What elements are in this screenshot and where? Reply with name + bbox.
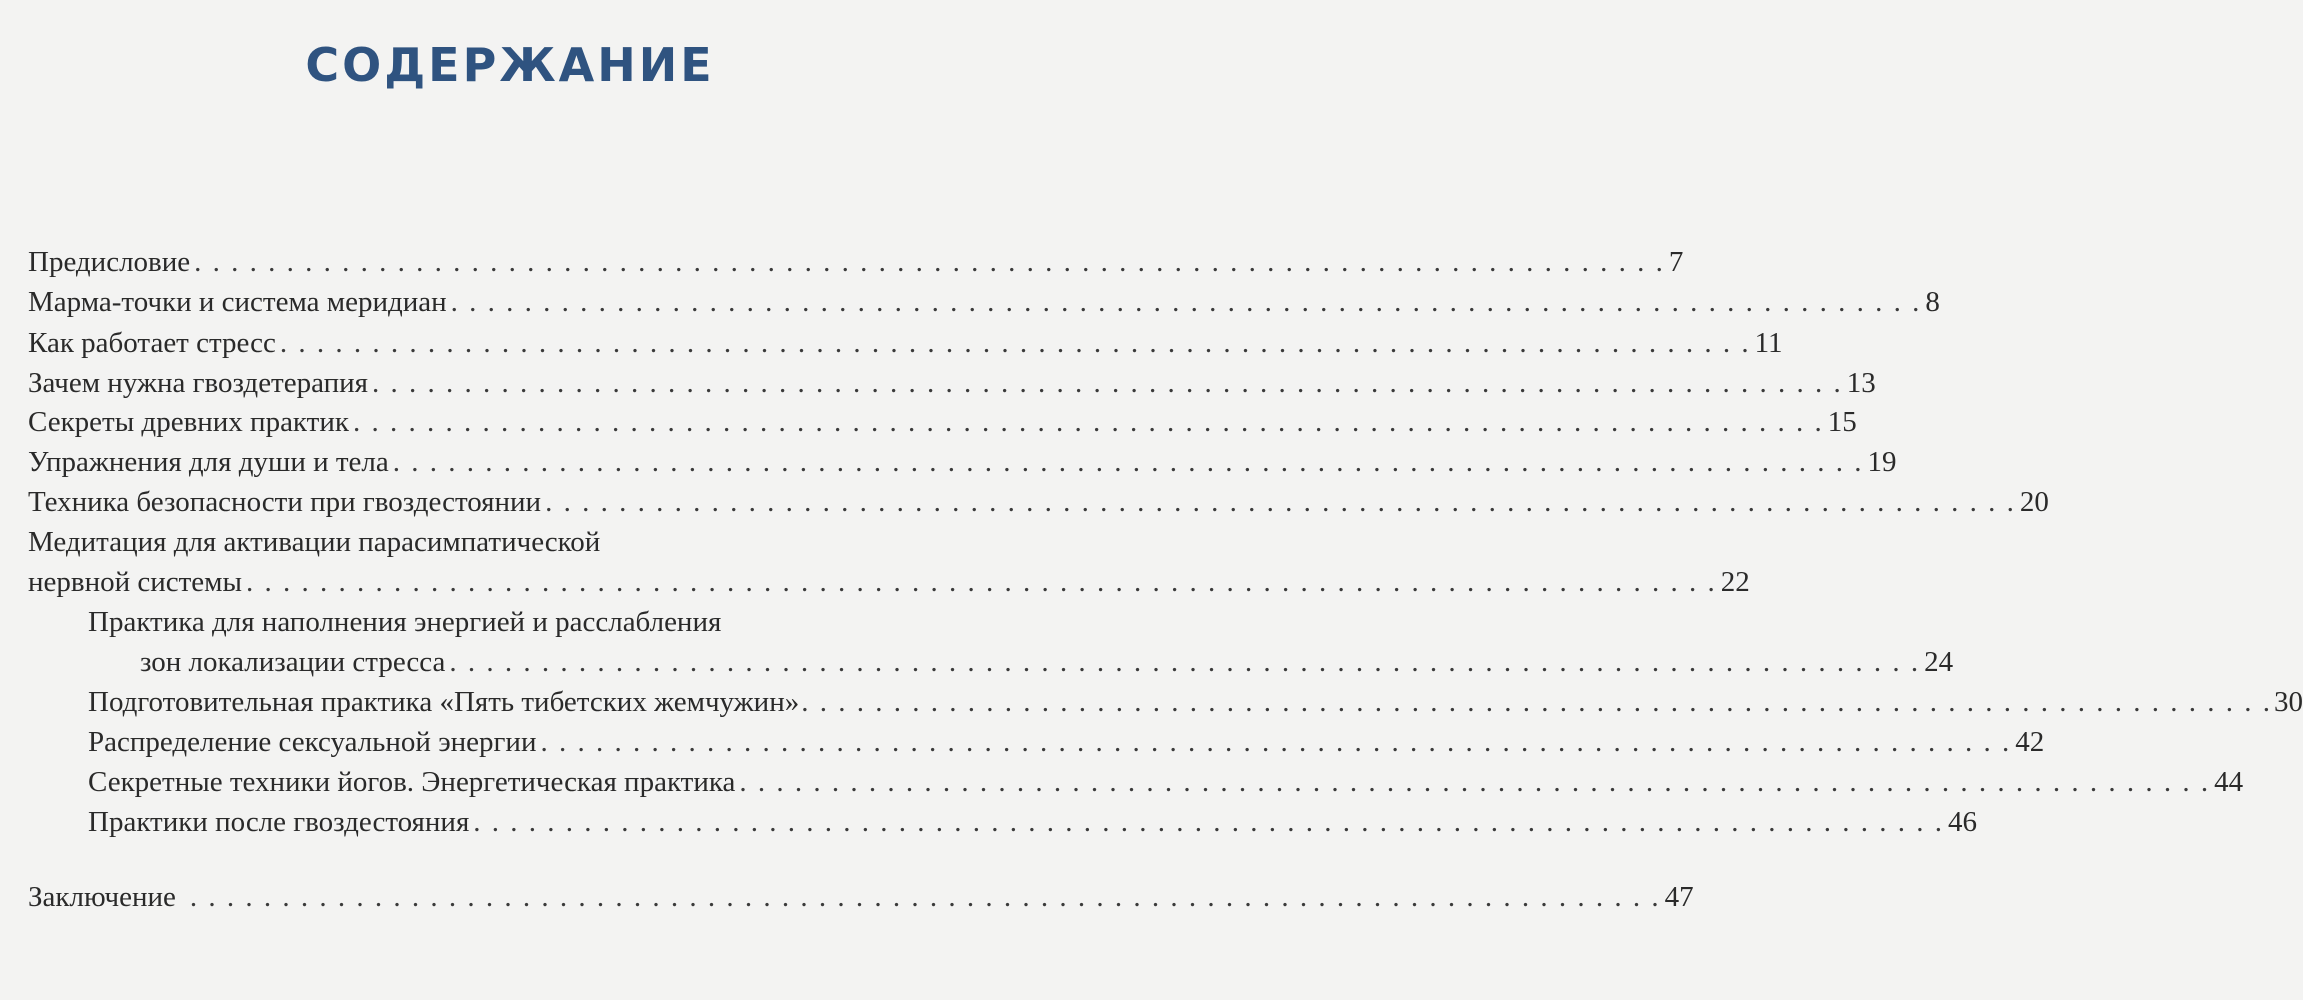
toc-subentry <box>140 640 1954 684</box>
toc-entry-page: 44 <box>2214 766 2244 798</box>
page-title: СОДЕРЖАНИЕ <box>305 38 715 92</box>
toc-leader-dots: . . . . . . . . . . . . . . . . . . . . . . . . . . . . . . . . . . . . . . . . . . . . . . . . . . . . . . . . . . . . . . . . . . . . . . . . . . . . . . . . <box>540 726 2012 758</box>
toc-entry <box>28 400 1857 444</box>
toc-entry-page: 19 <box>1867 446 1897 478</box>
toc-subentry <box>88 800 1978 844</box>
toc-subentry <box>88 720 2045 764</box>
toc-entry-label: Секретные техники йогов. Энергетическая практика <box>88 766 736 798</box>
toc-entry-page: 20 <box>2019 486 2049 518</box>
toc-entry-label: Марма-точки и система меридиан <box>28 286 447 318</box>
toc-leader-dots: . . . . . . . . . . . . . . . . . . . . . . . . . . . . . . . . . . . . . . . . . . . . . . . . . . . . . . . . . . . . . . . . . . . . . . . . . . . . . . . . <box>739 766 2211 798</box>
toc-leader-dots: . . . . . . . . . . . . . . . . . . . . . . . . . . . . . . . . . . . . . . . . . . . . . . . . . . . . . . . . . . . . . . . . . . . . . . . . . . . . . . . . <box>352 406 1824 438</box>
toc-subentry <box>88 760 2244 804</box>
toc-entry-label: Упражнения для души и тела <box>28 446 389 478</box>
toc-leader-dots: . . . . . . . . . . . . . . . . . . . . . . . . . . . . . . . . . . . . . . . . . . . . . . . . . . . . . . . . . . . . . . . . . . . . . . . . . . . . . . . . <box>545 486 2016 518</box>
toc-entry-label: Техника безопасности при гвоздестоянии <box>28 486 542 518</box>
toc-entry <box>28 480 2049 524</box>
toc-leader-dots: . . . . . . . . . . . . . . . . . . . . . . . . . . . . . . . . . . . . . . . . . . . . . . . . . . . . . . . . . . . . . . . . . . . . . . . . . . . . . . . . <box>801 686 2272 718</box>
toc-leader-dots: . . . . . . . . . . . . . . . . . . . . . . . . . . . . . . . . . . . . . . . . . . . . . . . . . . . . . . . . . . . . . . . . . . . . . . . . . . . . . . . . <box>392 446 1864 478</box>
toc-entry-page: 15 <box>1827 406 1857 438</box>
toc-entry-label: Распределение сексуальной энергии <box>88 726 537 758</box>
toc-entry-page: 46 <box>1948 806 1978 838</box>
toc-entry-page: 8 <box>1925 286 1940 318</box>
toc-leader-dots: . . . . . . . . . . . . . . . . . . . . . . . . . . . . . . . . . . . . . . . . . . . . . . . . . . . . . . . . . . . . . . . . . . . . . . . . . . . . . . . . <box>371 367 1843 399</box>
toc-leader-dots: . . . . . . . . . . . . . . . . . . . . . . . . . . . . . . . . . . . . . . . . . . . . . . . . . . . . . . . . . . . . . . . . . . . . . . . . . . . . . . . . <box>450 286 1922 318</box>
toc-entry-label: Как работает стресс <box>28 327 276 359</box>
toc-entry-page: 22 <box>1720 566 1750 598</box>
toc-leader-dots: . . . . . . . . . . . . . . . . . . . . . . . . . . . . . . . . . . . . . . . . . . . . . . . . . . . . . . . . . . . . . . . . . . . . . . . . . . . . . . . . <box>473 806 1945 838</box>
toc-entry-page: 7 <box>1668 246 1684 278</box>
toc-entry <box>28 875 1694 919</box>
toc-entry-label: нервной системы <box>28 566 243 598</box>
toc-entry <box>28 321 1783 365</box>
toc-entry <box>28 560 1750 604</box>
toc-entry <box>28 280 1940 324</box>
toc-entry-label: зон локализации стресса <box>140 646 446 678</box>
toc-entry-label: Практики после гвоздестояния <box>88 806 470 838</box>
toc-leader-dots: . . . . . . . . . . . . . . . . . . . . . . . . . . . . . . . . . . . . . . . . . . . . . . . . . . . . . . . . . . . . . . . . . . . . . . . . . . . . . . . . <box>279 327 1751 359</box>
toc-entry-label: Заключение <box>28 881 176 913</box>
toc-entry-page: 42 <box>2015 726 2045 758</box>
toc-entry-label: Секреты древних практик <box>28 406 349 438</box>
toc-leader-dots: . . . . . . . . . . . . . . . . . . . . . . . . . . . . . . . . . . . . . . . . . . . . . . . . . . . . . . . . . . . . . . . . . . . . . . . . . . . . . . . . <box>449 646 1921 678</box>
toc-entry-page: 11 <box>1754 327 1783 359</box>
toc-entry <box>28 361 1876 405</box>
toc-entry <box>28 240 1684 284</box>
toc-entry-page: 30 <box>2273 686 2303 718</box>
toc-entry-label: Предисловие <box>28 246 191 278</box>
toc-subentry-label-line1: Практика для наполнения энергией и расслабления <box>88 606 722 638</box>
toc-entry-page: 24 <box>1924 646 1954 678</box>
toc-entry-label: Зачем нужна гвоздетерапия <box>28 367 368 399</box>
toc-leader-dots: . . . . . . . . . . . . . . . . . . . . . . . . . . . . . . . . . . . . . . . . . . . . . . . . . . . . . . . . . . . . . . . . . . . . . . . . . . . . . . . . <box>246 566 1717 598</box>
toc-leader-dots: . . . . . . . . . . . . . . . . . . . . . . . . . . . . . . . . . . . . . . . . . . . . . . . . . . . . . . . . . . . . . . . . . . . . . . . . . . . . . . . . <box>189 881 1661 913</box>
toc-leader-dots: . . . . . . . . . . . . . . . . . . . . . . . . . . . . . . . . . . . . . . . . . . . . . . . . . . . . . . . . . . . . . . . . . . . . . . . . . . . . . . . . <box>194 246 1665 278</box>
toc-entry-label: Подготовительная практика «Пять тибетских жемчужин» <box>88 686 800 718</box>
toc-entry-page: 47 <box>1664 881 1694 913</box>
toc-subentry <box>88 680 2303 724</box>
toc-entry-page: 13 <box>1846 367 1876 399</box>
toc-entry-label-line1: Медитация для активации парасимпатической <box>28 526 601 558</box>
toc-entry <box>28 440 1897 484</box>
